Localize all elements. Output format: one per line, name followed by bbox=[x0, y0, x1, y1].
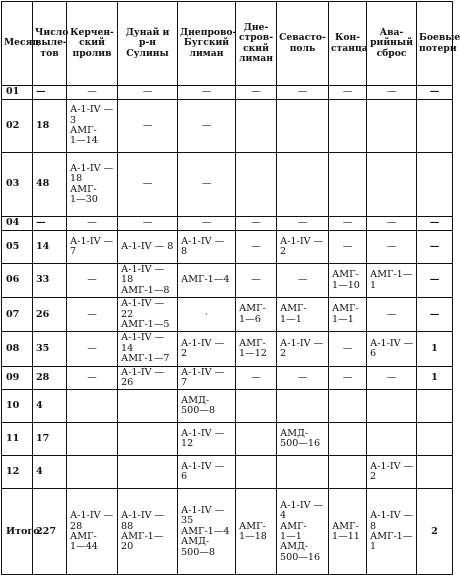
table-cell: А-1-IV — 4 АМГ- 1—1 АМД- 500—16 bbox=[277, 489, 329, 575]
table-cell: АМГ- 1—1 bbox=[329, 298, 367, 332]
table-cell: А-1-IV — 2 bbox=[178, 332, 236, 366]
header-cell: Ава-рийный сброс bbox=[367, 2, 417, 86]
table-cell: — bbox=[67, 86, 118, 100]
sortie-count-cell: 28 bbox=[33, 366, 67, 390]
month-cell: 01 bbox=[2, 86, 33, 100]
table-cell: — bbox=[367, 298, 417, 332]
loss-cell bbox=[417, 100, 453, 153]
table-row bbox=[2, 100, 453, 153]
sortie-count-cell: 4 bbox=[33, 456, 67, 489]
table-cell: — bbox=[118, 153, 178, 217]
table-cell: — bbox=[118, 86, 178, 100]
sortie-count-cell: 48 bbox=[33, 153, 67, 217]
sortie-count-cell: — bbox=[33, 86, 67, 100]
table-cell bbox=[329, 390, 367, 423]
table-cell bbox=[236, 390, 277, 423]
sortie-count-cell: — bbox=[33, 217, 67, 231]
table-cell: — bbox=[236, 366, 277, 390]
table-cell: А-1-IV — 2 bbox=[367, 456, 417, 489]
table-cell: АМГ-1—1 bbox=[367, 264, 417, 298]
table-cell: — bbox=[367, 217, 417, 231]
table-row bbox=[2, 423, 453, 456]
table-cell: А-1-IV — 2 bbox=[277, 231, 329, 264]
table-body bbox=[2, 86, 453, 575]
table-cell: — bbox=[367, 231, 417, 264]
table-cell: А-1-IV — 7 bbox=[178, 366, 236, 390]
table-row bbox=[2, 231, 453, 264]
table-row bbox=[2, 332, 453, 366]
table-cell: — bbox=[118, 217, 178, 231]
month-cell: 07 bbox=[2, 298, 33, 332]
table-cell bbox=[236, 153, 277, 217]
table-cell: А-1-IV — 8 bbox=[178, 231, 236, 264]
table-cell bbox=[67, 456, 118, 489]
table-cell: — bbox=[277, 366, 329, 390]
sortie-count-cell: 33 bbox=[33, 264, 67, 298]
header-cell: Кон-станца bbox=[329, 2, 367, 86]
table-cell: А-1-IV — 6 bbox=[178, 456, 236, 489]
table-row bbox=[2, 489, 453, 575]
header-cell: Месяц bbox=[2, 2, 33, 86]
month-cell: 02 bbox=[2, 100, 33, 153]
loss-cell: 1 bbox=[417, 332, 453, 366]
loss-cell bbox=[417, 153, 453, 217]
header-cell: Севасто-поль bbox=[277, 2, 329, 86]
table-cell: — bbox=[67, 298, 118, 332]
month-cell: 03 bbox=[2, 153, 33, 217]
loss-cell: — bbox=[417, 298, 453, 332]
loss-cell bbox=[417, 390, 453, 423]
table-cell: — bbox=[178, 86, 236, 100]
month-cell: 06 bbox=[2, 264, 33, 298]
table-cell: А-1-IV — 26 bbox=[118, 366, 178, 390]
table-cell: А-1-IV — 3 АМГ- 1—14 bbox=[67, 100, 118, 153]
table-cell: А-1-IV — 8 АМГ-1—1 bbox=[367, 489, 417, 575]
table-cell: АМГ- 1—18 bbox=[236, 489, 277, 575]
table-cell: — bbox=[329, 231, 367, 264]
table-cell: — bbox=[329, 366, 367, 390]
loss-cell: 2 bbox=[417, 489, 453, 575]
table-cell: — bbox=[329, 86, 367, 100]
sortie-count-cell: 17 bbox=[33, 423, 67, 456]
table-cell bbox=[277, 390, 329, 423]
header-cell: Боевые потери bbox=[417, 2, 453, 86]
table-cell: А-1-IV — 18 АМГ-1—8 bbox=[118, 264, 178, 298]
month-cell: 12 bbox=[2, 456, 33, 489]
month-cell: 10 bbox=[2, 390, 33, 423]
month-cell: 04 bbox=[2, 217, 33, 231]
sortie-count-cell: 18 bbox=[33, 100, 67, 153]
table-cell bbox=[236, 423, 277, 456]
table-cell bbox=[367, 423, 417, 456]
table-cell bbox=[329, 100, 367, 153]
table-cell bbox=[367, 100, 417, 153]
header-cell: Днепрово-Бугский лиман bbox=[178, 2, 236, 86]
table-row bbox=[2, 264, 453, 298]
table-cell bbox=[67, 423, 118, 456]
table-cell: — bbox=[236, 86, 277, 100]
loss-cell: — bbox=[417, 231, 453, 264]
sortie-count-cell: 4 bbox=[33, 390, 67, 423]
table-cell: — bbox=[329, 217, 367, 231]
loss-cell: — bbox=[417, 86, 453, 100]
header-cell: Дне-стров-ский лиман bbox=[236, 2, 277, 86]
table-row bbox=[2, 366, 453, 390]
table-cell bbox=[67, 390, 118, 423]
loss-cell bbox=[417, 456, 453, 489]
table-cell bbox=[236, 456, 277, 489]
table-row bbox=[2, 456, 453, 489]
table-cell: А-1-IV — 35 АМГ-1—4 АМД- 500—8 bbox=[178, 489, 236, 575]
table-cell: А-1-IV — 88 АМГ-1—20 bbox=[118, 489, 178, 575]
table-cell bbox=[277, 100, 329, 153]
table-cell: — bbox=[277, 86, 329, 100]
table-cell: АМД- 500—8 bbox=[178, 390, 236, 423]
table-cell: — bbox=[236, 264, 277, 298]
table-cell: АМГ- 1—11 bbox=[329, 489, 367, 575]
table-cell: АМГ- 1—10 bbox=[329, 264, 367, 298]
sortie-count-cell: 26 bbox=[33, 298, 67, 332]
table-cell bbox=[277, 456, 329, 489]
table-cell bbox=[236, 100, 277, 153]
header-row bbox=[2, 2, 453, 86]
loss-cell bbox=[417, 423, 453, 456]
sortie-count-cell: 227 bbox=[33, 489, 67, 575]
table-cell: — bbox=[178, 100, 236, 153]
table-cell bbox=[367, 390, 417, 423]
table-cell: А-1-IV — 12 bbox=[178, 423, 236, 456]
table-cell: — bbox=[118, 100, 178, 153]
table-cell: — bbox=[277, 264, 329, 298]
table-cell bbox=[118, 390, 178, 423]
month-cell: 05 bbox=[2, 231, 33, 264]
table-cell: А-1-IV — 18 АМГ- 1—30 bbox=[67, 153, 118, 217]
table-cell bbox=[118, 423, 178, 456]
table-cell: — bbox=[67, 366, 118, 390]
table-cell: — bbox=[329, 332, 367, 366]
table-cell: АМД- 500—16 bbox=[277, 423, 329, 456]
table-cell: АМГ- 1—1 bbox=[277, 298, 329, 332]
table-row bbox=[2, 153, 453, 217]
table-cell: — bbox=[367, 86, 417, 100]
table-cell bbox=[277, 153, 329, 217]
table-cell: АМГ-1—4 bbox=[178, 264, 236, 298]
table-cell: — bbox=[367, 366, 417, 390]
table-cell: А-1-IV — 22 АМГ-1—5 bbox=[118, 298, 178, 332]
header-cell: Керчен-ский пролив bbox=[67, 2, 118, 86]
table-cell: — bbox=[178, 217, 236, 231]
table-cell: — bbox=[277, 217, 329, 231]
table-cell bbox=[367, 153, 417, 217]
table-cell: А-1-IV — 7 bbox=[67, 231, 118, 264]
table-cell: АМГ- 1—6 bbox=[236, 298, 277, 332]
loss-cell: — bbox=[417, 264, 453, 298]
header-cell: Дунай и р-н Сулины bbox=[118, 2, 178, 86]
header-cell: Число выле-тов bbox=[33, 2, 67, 86]
table-cell: — bbox=[236, 217, 277, 231]
table-cell bbox=[329, 456, 367, 489]
table-cell: АМГ- 1—12 bbox=[236, 332, 277, 366]
sortie-count-cell: 35 bbox=[33, 332, 67, 366]
table-cell: А-1-IV — 2 bbox=[277, 332, 329, 366]
table-cell: — bbox=[178, 153, 236, 217]
table-cell: — bbox=[67, 217, 118, 231]
sortie-count-cell: 14 bbox=[33, 231, 67, 264]
month-cell: Итого bbox=[2, 489, 33, 575]
table-row bbox=[2, 86, 453, 100]
table-cell bbox=[118, 456, 178, 489]
table-row bbox=[2, 390, 453, 423]
table-cell: — bbox=[67, 264, 118, 298]
table-cell: — bbox=[236, 231, 277, 264]
table-cell bbox=[329, 153, 367, 217]
table-cell: А-1-IV — 8 bbox=[118, 231, 178, 264]
table-cell: — bbox=[67, 332, 118, 366]
table-cell: А-1-IV — 14 АМГ-1—7 bbox=[118, 332, 178, 366]
table-cell: А-1-IV — 6 bbox=[367, 332, 417, 366]
loss-cell: — bbox=[417, 217, 453, 231]
loss-cell: 1 bbox=[417, 366, 453, 390]
table-row bbox=[2, 217, 453, 231]
table-cell: · bbox=[178, 298, 236, 332]
month-cell: 09 bbox=[2, 366, 33, 390]
month-cell: 08 bbox=[2, 332, 33, 366]
table-cell bbox=[329, 423, 367, 456]
table-row bbox=[2, 298, 453, 332]
sorties-table bbox=[1, 1, 460, 575]
month-cell: 11 bbox=[2, 423, 33, 456]
table-cell: А-1-IV — 28 АМГ- 1—44 bbox=[67, 489, 118, 575]
